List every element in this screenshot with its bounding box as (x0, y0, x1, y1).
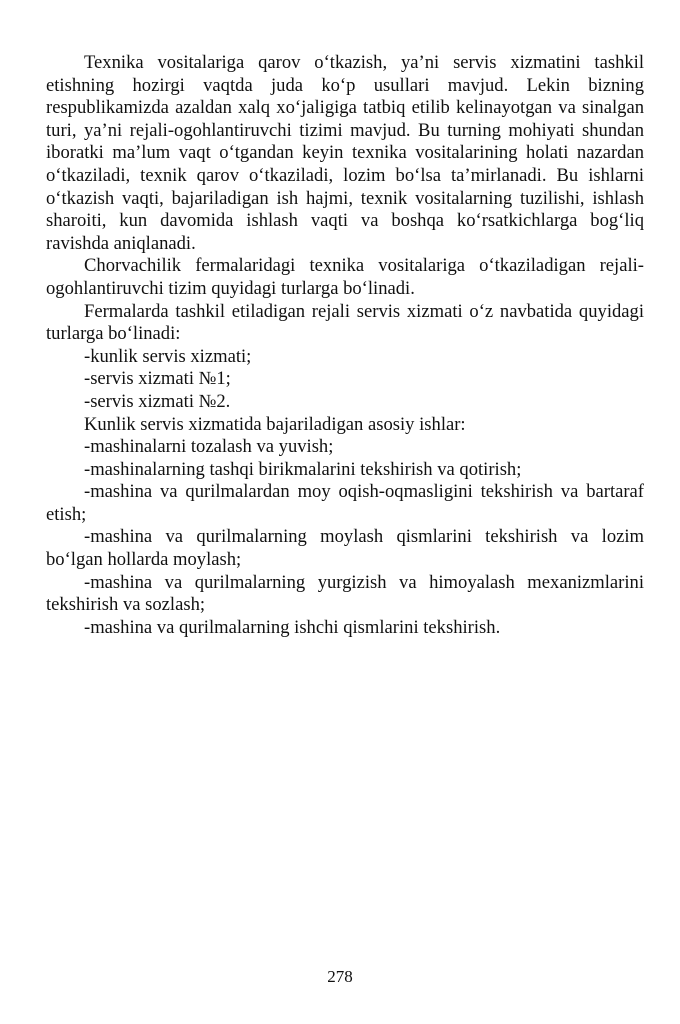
list-item-kunlik-servis: -kunlik servis xizmati; (84, 345, 252, 367)
paragraph-fermalarda-rejali-servis: Fermalarda tashkil etiladigan rejali servis xizmati o‘z navbatida quyidagi turlarga bo‘linadi: (46, 300, 644, 345)
list-item-moylash: -mashina va qurilmalarning moylash qismlarini tekshirish va lozim bo‘lgan hollarda moylash; (46, 526, 644, 571)
list-item-moy-oqish: -mashina va qurilmalardan moy oqish-oqmasligini tekshirish va bartaraf etish; (46, 481, 644, 525)
list-item-birikmalar: -mashinalarning tashqi birikmalarini tekshirish va qotirish; (84, 458, 522, 480)
list-item-servis-1: -servis xizmati №1; (84, 368, 231, 390)
list-item-servis-2: -servis xizmati №2. (84, 390, 231, 412)
list-item-yurgizish: -mashina va qurilmalarning yurgizish va himoyalash mexanizmlarini tekshirish va sozlash; (46, 571, 644, 616)
paragraph-chorvachilik-fermalari: Chorvachilik fermalaridagi texnika vositalariga o‘tkaziladigan rejali-ogohlantiruvchi tizim quyidagi turlarga bo‘linadi. (46, 255, 644, 299)
paragraph-kunlik-asosiy-ishlar: Kunlik servis xizmatida bajariladigan asosiy ishlar: (84, 413, 466, 435)
page-text-block (46, 52, 644, 639)
list-item-tozalash: -mashinalarni tozalash va yuvish; (84, 436, 334, 458)
paragraph-servis-xizmati-usullari: Texnika vositalariga qarov o‘tkazish, ya’ni servis xizmatini tashkil etishning hozirgi vaqtda juda ko‘p usullari mavjud. Lekin bizning respublikamizda azaldan xalq xo‘jaligiga tatbiq etilib kelinayotgan va sinalgan turi, ya’ni rejali-ogohlantiruvchi tizimi mavjud. Bu turning mohiyati shundan iboratki ma’lum vaqt o‘tgandan keyin texnika vositalarining holati nazardan o‘tkaziladi, texnik qarov o‘tkaziladi, lozim bo‘lsa ta’mirlanadi. Bu ishlarni o‘tkazish vaqti, bajariladigan ish hajmi, texnik vositalarning tuzilishi, ishlash sharoiti, kun davomida ishlash vaqti va boshqa ko‘rsatkichlarga bog‘liq ravishda aniqlanadi. (46, 52, 644, 254)
list-item-ishchi-qismlar: -mashina va qurilmalarning ishchi qismlarini tekshirish. (84, 616, 501, 638)
page-number: 278 (327, 967, 353, 986)
